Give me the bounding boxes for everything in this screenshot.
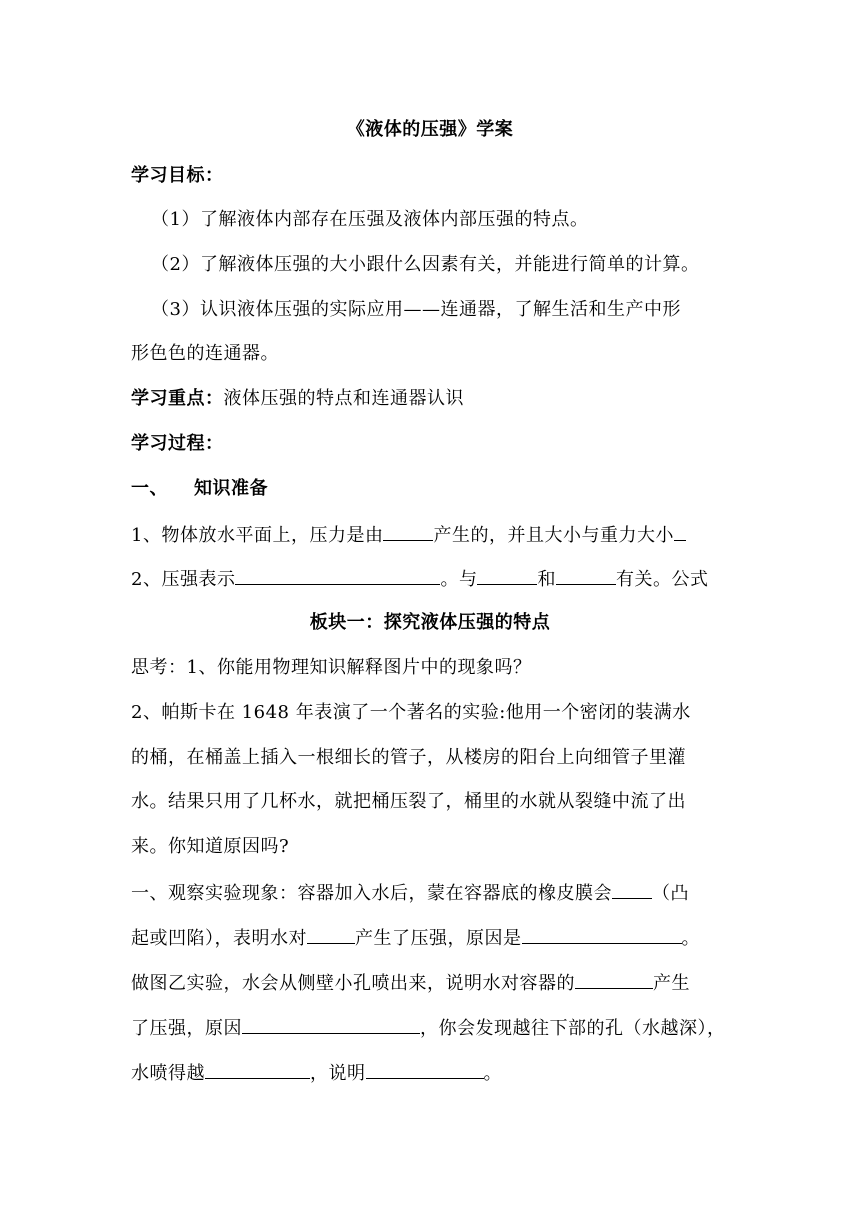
think-question-1: 思考：1、你能用物理知识解释图片中的现象吗？ — [131, 657, 532, 678]
key-points-label: 学习重点： — [131, 388, 224, 409]
answer-blank[interactable] — [307, 925, 355, 944]
observe-line-4 — [131, 1015, 731, 1041]
observe-line-5 — [131, 1060, 731, 1086]
answer-blank[interactable] — [242, 1015, 420, 1034]
observe-text: ，你会发现越往下部的孔（水越深）， — [420, 1018, 726, 1039]
key-points-text: 液体压强的特点和连通器认识 — [223, 388, 464, 409]
pascal-paragraph-line-3: 水。结果只用了几杯水，就把桶压裂了，桶里的水就从裂缝中流了出 — [131, 791, 686, 812]
answer-blank[interactable] — [383, 522, 433, 541]
process-heading: 学习过程： — [131, 433, 224, 454]
question-1 — [131, 522, 731, 548]
pascal-paragraph-line-1: 2、帕斯卡在 1648 年表演了一个著名的实验:他用一个密闭的装满水 — [131, 702, 691, 723]
question-1-text-a: 1、物体放水平面上，压力是由 — [131, 525, 384, 546]
objective-item-3-cont: 形色色的连通器。 — [131, 343, 279, 364]
answer-blank[interactable] — [556, 566, 616, 585]
observe-text: 了压强，原因 — [131, 1018, 242, 1039]
objective-item-2: （2）了解液体压强的大小跟什么因素有关，并能进行简单的计算。 — [151, 254, 700, 275]
observe-line-3 — [131, 970, 731, 996]
observe-text: 。 — [681, 928, 700, 949]
answer-blank[interactable] — [674, 522, 686, 541]
question-2 — [131, 566, 731, 592]
observe-text: 产生 — [653, 973, 690, 994]
observe-text: （凸 — [652, 883, 689, 904]
observe-text: 起或凹陷），表明水对 — [131, 928, 307, 949]
pascal-paragraph-line-4: 来。你知道原因吗? — [131, 836, 290, 857]
section-title: 知识准备 — [194, 478, 268, 499]
question-2-text-a: 2、压强表示 — [131, 569, 236, 590]
question-2-text-c: 和 — [537, 569, 556, 590]
observe-text: 一、观察实验现象：容器加入水后，蒙在容器底的橡皮膜会 — [131, 883, 612, 904]
objective-item-3: （3）认识液体压强的实际应用——连通器，了解生活和生产中形 — [151, 299, 681, 320]
section-number: 一、 — [131, 478, 168, 499]
page-title: 《液体的压强》学案 — [346, 119, 514, 140]
observe-line-2 — [131, 925, 731, 951]
answer-blank[interactable] — [366, 1060, 484, 1079]
section-heading — [131, 477, 731, 501]
observe-text: ，说明 — [310, 1063, 366, 1084]
objective-item-1: （1）了解液体内部存在压强及液体内部压强的特点。 — [151, 209, 589, 230]
question-2-text-b: 。与 — [440, 569, 478, 590]
block-title: 板块一：探究液体压强的特点 — [309, 612, 551, 633]
question-1-text-b: 产生的，并且大小与重力大小 — [433, 525, 674, 546]
answer-blank[interactable] — [612, 880, 652, 899]
question-2-text-d: 有关。公式 — [615, 569, 709, 590]
observe-text: 做图乙实验，水会从侧壁小孔喷出来，说明水对容器的 — [131, 973, 575, 994]
answer-blank[interactable] — [522, 925, 682, 944]
pascal-paragraph-line-2: 的桶，在桶盖上插入一根细长的管子，从楼房的阳台上向细管子里灌 — [131, 747, 686, 768]
objectives-heading: 学习目标： — [131, 165, 224, 186]
answer-blank[interactable] — [235, 566, 440, 585]
answer-blank[interactable] — [575, 970, 653, 989]
key-points — [131, 387, 731, 411]
observe-line-1 — [131, 880, 731, 906]
answer-blank[interactable] — [477, 566, 537, 585]
observe-text: 。 — [483, 1063, 502, 1084]
answer-blank[interactable] — [205, 1060, 310, 1079]
observe-text: 产生了压强，原因是 — [355, 928, 522, 949]
observe-text: 水喷得越 — [131, 1063, 205, 1084]
